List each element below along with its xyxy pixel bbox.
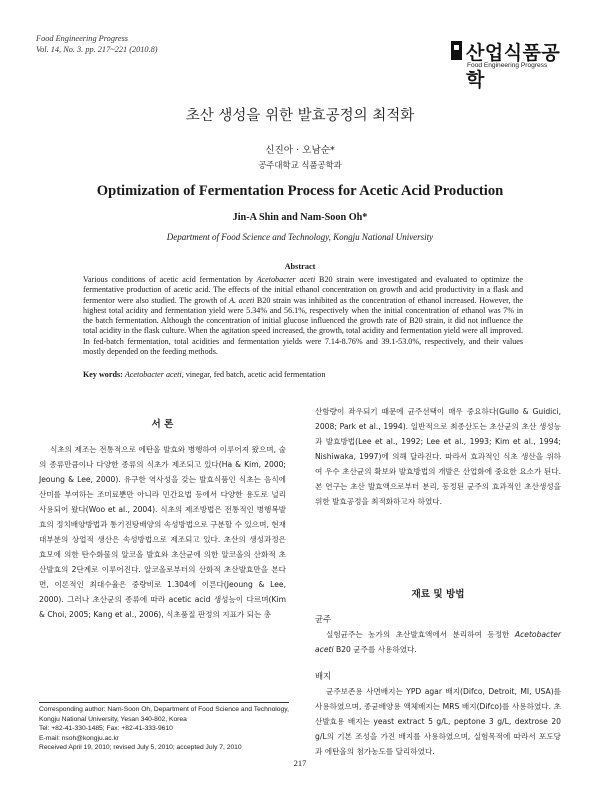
organism-name: Acetobacter aceti [256, 275, 316, 284]
organism-short-name: A. aceti [229, 295, 255, 305]
contact-email: E-mail: nsoh@kongju.ac.kr [39, 734, 120, 742]
methods-heading: 재료 및 방법 [411, 589, 465, 600]
journal-logo [451, 40, 569, 91]
intro-column-left [39, 442, 286, 622]
title-english: Optimization of Fermentation Process for Acetic Acid Production [96, 183, 504, 199]
logo-english-name: Food Engineering Progress [467, 62, 548, 69]
right-column [315, 404, 561, 509]
journal-header [36, 34, 158, 55]
abstract-text: Various conditions of acetic acid fermentation by Acetobacter aceti B20 strain were investigated and evaluated to optimize the fermentative production of acetic acid. The effects of the initial ethanol concentration on growth and acid productivity in a flask and fermentor were also studied. The growth of A. aceti B20 strain was inhibited as the concentration of ethanol increased. However, the highest total acidity and fermentation yield were 5.34% and 56.1%, respectively when the initial concentration of ethanol was 7% in the batch fermentation. Although the concentration of initial glucose influenced the growth rate of B20 strain, it did not influence the total acidity in the flask culture. When the agitation speed increased, the growth, total acidity and fermentation yield were all improved. In fed-batch fermentation, total acidities and fermentation yields were 7.14-8.76% and 39.1-53.0%, respectively, and their values mostly depended on the feeding methods. [83, 275, 523, 357]
authors-english: Jin-A Shin and Nam-Soon Oh* [232, 212, 368, 223]
abstract-heading: Abstract [284, 262, 316, 271]
contact-phone: Tel: +82-41-330-1485; Fax: +82-41-333-9610 [39, 725, 173, 733]
affiliation-english: Department of Food Science and Technology, Kongju National University [166, 232, 434, 242]
intro-paragraph: 식초의 제조는 전통적으로 에탄올 발효와 병행하여 이루어져 왔으며, 술의 종류만큼이나 다양한 종류의 식초가 제조되고 있다(Ha & Kim, 2000; Jeoung & Lee, 2000). 유구한 역사성을 갖는 발효식품인 식초는 음식에 산미를 부여하는 조미료뿐만 아니라 민간요법 등에서 다양한 용도로 널리 사용되어 왔다(Woo et al., 2004). 식초의 제조방법은 전통적인 병행복발효의 정치배양방법과 통기진탕배양의 속성방법으로 구분할 수 있으며, 현재 대부분의 상업적 생산은 속성방법으로 제조되고 있다. 초산의 생성과정은 효모에 의한 탄수화물의 알코올 발효와 초산균에 의한 알코올의 산화적 초산발효의 2단계로 이루어진다. 알코올로부터의 산화적 초산발효만을 본다면, 이론적인 최대수율은 중량비로 1.304에 이른다(Jeoung & Lee, 2000). 그러나 초산균의 종류에 따라 acetic acid 생성능이 다르며(Kim & Choi, 2005; Kang et al., 2006), 식초품질 판정의 지표가 되는 총 [39, 445, 286, 619]
journal-volume: Vol. 14, No. 3. pp. 217~221 (2010.8) [36, 44, 158, 54]
keywords: Key words: Acetobacter aceti, vinegar, fed batch, acetic acid fermentation [83, 370, 326, 379]
received-dates: Received April 19, 2010; revised July 5, 2010; accepted July 7, 2010 [39, 744, 242, 752]
page-number: 217 [293, 758, 307, 768]
strain-text: 실험균주는 농가의 초산발효액에서 분리하여 동정한 Acetobacter aceti B20 균주를 사용하였다. [315, 630, 561, 654]
medium-subheading: 배지 [315, 671, 332, 681]
medium-text: 균주보존용 사면배지는 YPD agar 배지(Difco, Detroit, MI, USA)를 사용하였으며, 종균배양용 액체배지는 MRS 배지(Difco)를 사용하였다. 초산발효용 배지는 yeast extract 5 g/L, peptone 3 g/L, dextrose 20 g/L의 기본 조성을 가진 배지를 사용하였으며, 실험목적에 따라서 포도당과 에탄올의 첨가농도를 달리하였다. [315, 687, 561, 756]
authors-korean: 신진아 · 오남순* [265, 145, 335, 156]
footnote [39, 705, 299, 753]
logo-mark-icon [451, 41, 462, 60]
intro-paragraph-continued: 산함량이 좌우되기 때문에 균주선택이 매우 중요하다(Gullo & Guidici, 2008; Park et al., 1994). 일반적으로 최종산도는 초산균의 초산 생성능과 발효방법(Lee et al., 1992; Lee et al., 1993; Kim et al., 1994; Nishiwaka, 1997)에 의해 달라진다. 따라서 효과적인 식초 생산을 위하여 우수 초산균의 확보와 발효방법의 개발은 산업화에 중요한 요소가 된다. 본 연구는 초산 발효액으로부터 분리, 동정된 균주의 효과적인 초산생성을 위한 발효공정을 최적화하고자 하였다. [315, 407, 561, 506]
keywords-label: Key words: [83, 370, 123, 379]
journal-name: Food Engineering Progress [36, 34, 129, 43]
title-korean: 초산 생성을 위한 발효공정의 최적화 [185, 108, 415, 124]
intro-heading: 서 론 [151, 419, 174, 430]
strain-subheading: 균주 [315, 614, 332, 624]
corresponding-author: Corresponding author: Nam-Soon Oh, Department of Food Science and Technology, Kongju National University, Yesan 340-802, Korea [39, 706, 289, 723]
footnote-divider [39, 702, 289, 703]
affiliation-korean: 공주대학교 식품공학과 [258, 160, 342, 170]
logo-korean-name: 산업식품공학 [466, 42, 561, 91]
